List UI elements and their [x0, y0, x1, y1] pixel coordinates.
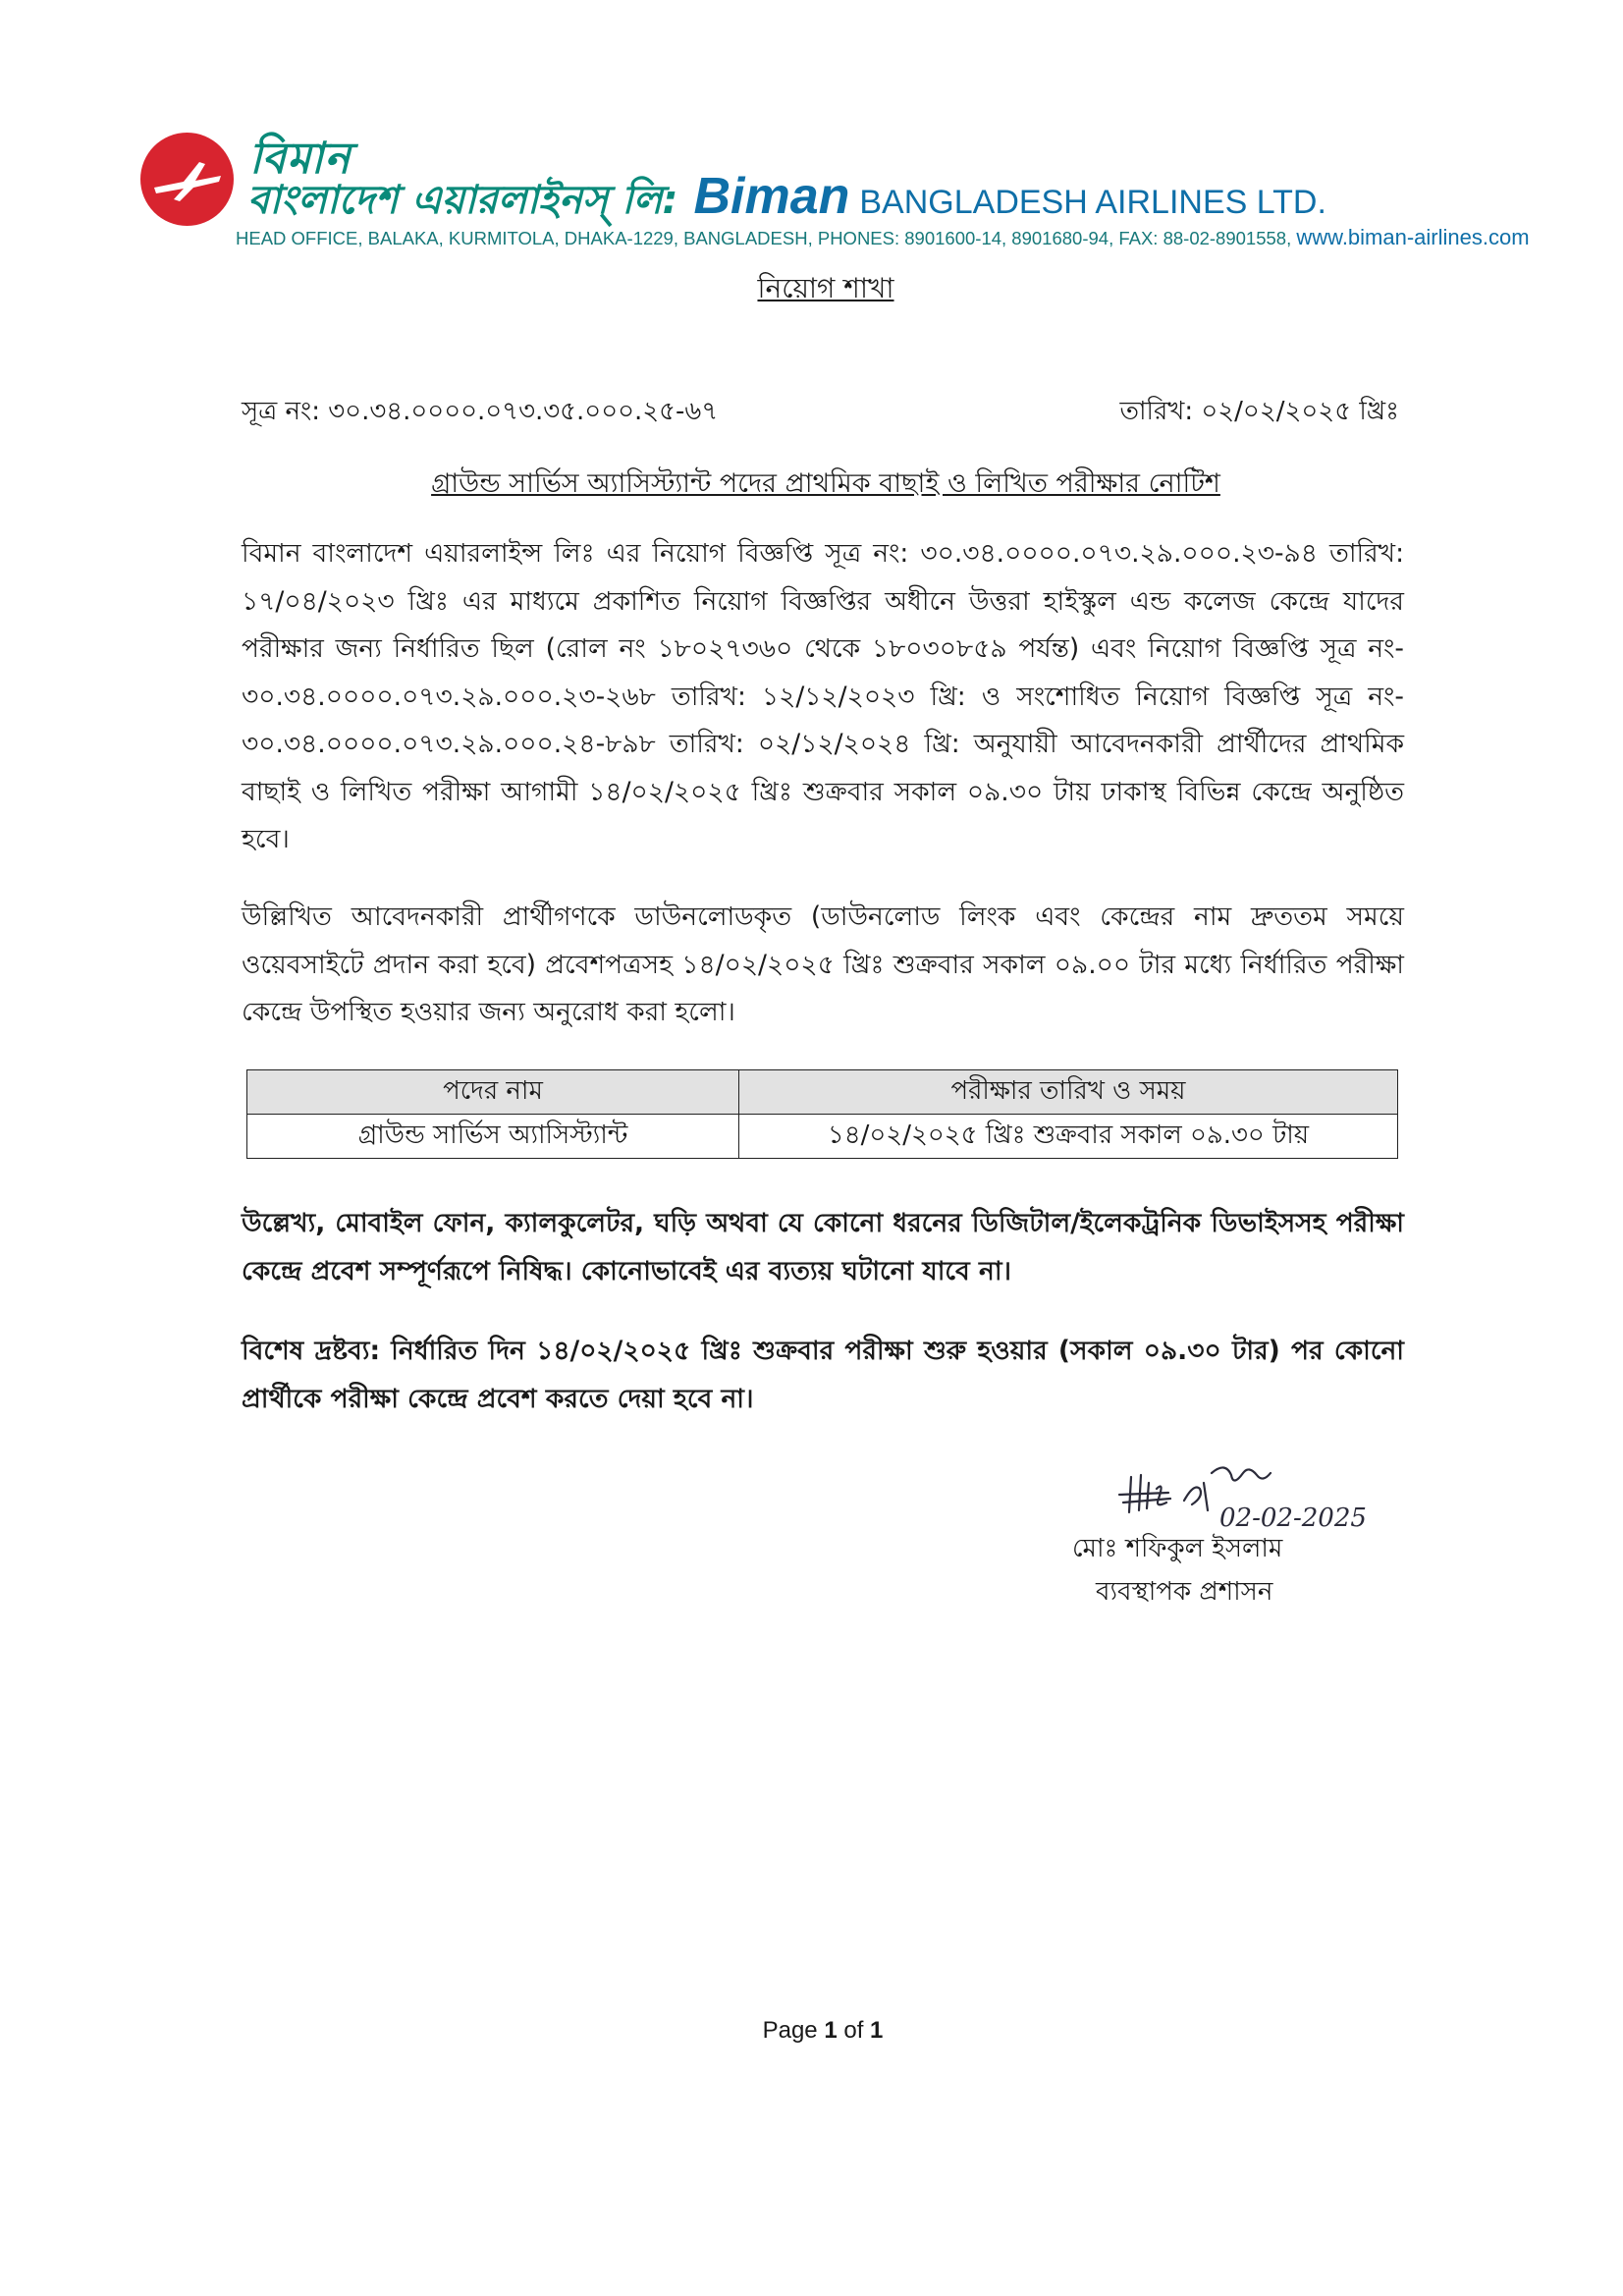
signer-name: মোঃ শফিকুল ইসলাম — [1072, 1534, 1283, 1563]
table-header-datetime: পরীক্ষার তারিখ ও সময় — [739, 1070, 1398, 1115]
table-cell-post: গ্রাউন্ড সার্ভিস অ্যাসিস্ট্যান্ট — [247, 1115, 739, 1159]
table-header-post: পদের নাম — [247, 1070, 739, 1115]
page-total: 1 — [870, 2017, 884, 2044]
biman-logo-icon — [140, 133, 234, 226]
notice-paragraph-2: উল্লিখিত আবেদনকারী প্রার্থীগণকে ডাউনলোডকৃত (ডাউনলোড লিংক এবং কেন্দ্রের নাম দ্রুততম সময়ে ওয়েবসাইটে প্রদান করা হবে) প্রবেশপত্রসহ ১৪/০২/২০২৫ খ্রিঃ শুক্রবার সকাল ০৯.০০ টার মধ্যে নির্ধারিত পরীক্ষা কেন্দ্রে উপস্থিত হওয়ার জন্য অনুরোধ করা হলো। — [242, 902, 1404, 1027]
table-row — [247, 1115, 1398, 1159]
page-of: of — [843, 2017, 864, 2044]
section-title: নিয়োগ শাখা — [757, 272, 894, 304]
handwritten-signature — [1109, 1453, 1384, 1536]
letterhead-brand: Biman — [693, 168, 850, 225]
signature-date: 02-02-2025 — [1219, 1503, 1367, 1532]
exam-schedule-table — [246, 1069, 1398, 1159]
notice-paragraph-1: বিমান বাংলাদেশ এয়ারলাইন্স লিঃ এর নিয়োগ বিজ্ঞপ্তি সূত্র নং: ৩০.৩৪.০০০০.০৭৩.২৯.০০০.২৩-৯৪ তারিখ: ১৭/০৪/২০২৩ খ্রিঃ এর মাধ্যমে প্রকাশিত নিয়োগ বিজ্ঞপ্তির অধীনে উত্তরা হাইস্কুল এন্ড কলেজ কেন্দ্রে যাদের পরীক্ষার জন্য নির্ধারিত ছিল (রোল নং ১৮০২৭৩৬০ থেকে ১৮০৩০৮৫৯ পর্যন্ত) এবং নিয়োগ বিজ্ঞপ্তি সূত্র নং- ৩০.৩৪.০০০০.০৭৩.২৯.০০০.২৩-২৬৮ তারিখ: ১২/১২/২০২৩ খ্রি: ও সংশোধিত নিয়োগ বিজ্ঞপ্তি সূত্র নং- ৩০.৩৪.০০০০.০৭৩.২৯.০০০.২৪-৮৯৮ তারিখ: ০২/১২/২০২৪ খ্রি: অনুযায়ী আবেদনকারী প্রার্থীদের প্রাথমিক বাছাই ও লিখিত পরীক্ষা আগামী ১৪/০২/২০২৫ খ্রিঃ শুক্রবার সকাল ০৯.৩০ টায় ঢাকাস্থ বিভিন্ন কেন্দ্রে অনুষ্ঠিত হবে। — [242, 538, 1404, 854]
reference-number: সূত্র নং: ৩০.৩৪.০০০০.০৭৩.৩৫.০০০.২৫-৬৭ — [242, 397, 719, 426]
letterhead-name-row — [247, 167, 1485, 224]
letterhead-bengali-brand: বিমান — [249, 134, 352, 184]
page-current: 1 — [824, 2017, 838, 2044]
notice-title: গ্রাউন্ড সার্ভিস অ্যাসিস্ট্যান্ট পদের প্রাথমিক বাছাই ও লিখিত পরীক্ষার নোটিশ — [431, 468, 1220, 499]
letterhead-address-text: HEAD OFFICE, BALAKA, KURMITOLA, DHAKA-1229, BANGLADESH, PHONES: 8901600-14, 8901680-94, FAX: 88-02-8901558, — [236, 228, 1292, 248]
letterhead-english-name: BANGLADESH AIRLINES LTD. — [859, 184, 1326, 221]
table-cell-datetime: ১৪/০২/২০২৫ খ্রিঃ শুক্রবার সকাল ০৯.৩০ টায় — [739, 1115, 1398, 1159]
signer-designation: ব্যবস্থাপক প্রশাসন — [1096, 1577, 1273, 1607]
letterhead-bengali-name: বাংলাদেশ এয়ারলাইনস্ লি: — [247, 178, 678, 223]
notice-paragraph-3: উল্লেখ্য, মোবাইল ফোন, ক্যালকুলেটর, ঘড়ি অথবা যে কোনো ধরনের ডিজিটাল/ইলেকট্রনিক ডিভাইসসহ পরীক্ষা কেন্দ্রে প্রবেশ সম্পূর্ণরূপে নিষিদ্ধ। কোনোভাবেই এর ব্যত্যয় ঘটানো যাবে না। — [242, 1208, 1404, 1286]
table-header-row — [247, 1070, 1398, 1115]
notice-paragraph-4: বিশেষ দ্রষ্টব্য: নির্ধারিত দিন ১৪/০২/২০২৫ খ্রিঃ শুক্রবার পরীক্ষা শুরু হওয়ার (সকাল ০৯.৩০ টার) পর কোনো প্রার্থীকে পরীক্ষা কেন্দ্রে প্রবেশ করতে দেয়া হবে না। — [242, 1336, 1404, 1414]
reference-date: তারিখ: ০২/০২/২০২৫ খ্রিঃ — [1119, 397, 1399, 426]
page-label: Page — [762, 2017, 818, 2044]
page-number — [0, 2017, 1623, 2045]
letterhead-website: www.biman-airlines.com — [1296, 225, 1530, 249]
letterhead-address — [236, 225, 1530, 250]
